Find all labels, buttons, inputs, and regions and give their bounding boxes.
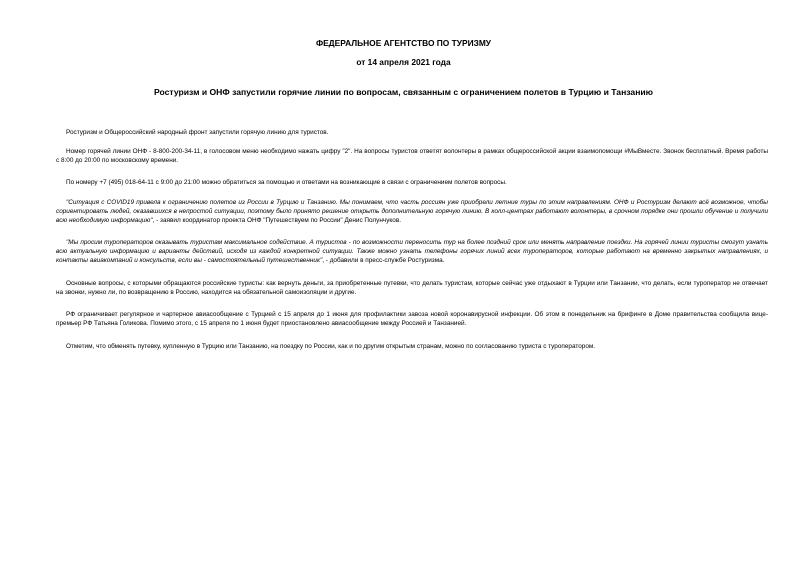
paragraph-flight-restrictions: [56, 311, 768, 329]
paragraph-text: Основные вопросы, с которыми обращаются российские туристы: как вернуть деньги, за приобретенные путевки, что делать туристам, которые сейчас уже отдыхают в Турции или Танзании, что делать, если туроператор не отвечает на звонки, нужно ли, по возвращению в Россию, находится на обязательной самоизоляции и другие.: [56, 280, 768, 296]
paragraph-text: Ростуризм и Общероссийский народный фронт запустили горячую линию для туристов.: [66, 129, 329, 136]
paragraph-text: , - добавили в пресс-службе Ростуризма.: [322, 256, 445, 264]
paragraph-intro: [56, 129, 768, 138]
paragraph-text: Номер горячей линии ОНФ - 8-800-200-34-11, в голосовом меню необходимо нажать цифру "2". На вопросы туристов ответят волонтеры в рамках общероссийской акции взаимопомощи #МыВместе. Звонок бесплатный. Время работы с 8:00 до 20:00 по московскому времени.: [56, 148, 768, 164]
document-date: от 14 апреля 2021 года: [356, 57, 451, 67]
paragraph-text: Отметим, что обменять путевку, купленную в Турцию или Танзанию, на поездку по России, как и по другим открытым странам, можно по согласованию туриста с туроператором.: [66, 343, 596, 350]
paragraph-hotline-onf: [56, 148, 768, 166]
paragraph-quote: "Ситуация с COVID19 привела к ограничению полетов из России в Турцию и Танзанию. Мы понимаем, что часть россиян уже приобрели летние туры по этим направлениям. ОНФ и Ростуризм делают всё возможное, чтобы сориентировать людей, оказавшихся в непростой ситуации, поэтому было принято решение открыть дополнительную горячую линию. В колл-центрах работают волонтеры, в срочном порядке они прошли обучение и получили всю необходимую информацию": [56, 199, 768, 224]
paragraph-hotline-rosturizm: [56, 179, 768, 188]
paragraph-text: РФ ограничивает регулярное и чартерное авиасообщение с Турцией с 15 апреля до 1 июня для профилактики завоза новой коронавирусной инфекции. Об этом в понедельник на брифинге в Доме правительства сообщила вице-премьер РФ Татьяна Голикова. Помимо этого, с 15 апреля по 1 июня будет приостановлено авиасообщение между Россией и Танзанией.: [56, 311, 768, 327]
paragraph-text: , - заявил координатор проекта ОНФ "Путешествуем по России" Денис Полунчуков.: [152, 216, 402, 224]
paragraph-exchange-note: [56, 343, 768, 352]
organization-heading: ФЕДЕРАЛЬНОЕ АГЕНТСТВО ПО ТУРИЗМУ: [315, 38, 492, 48]
paragraph-main-questions: [56, 280, 768, 298]
paragraph-text: По номеру +7 (495) 018-64-11 с 9:00 до 21:00 можно обратиться за помощью и ответами на возникающие в связи с ограничением полетов вопросы.: [66, 179, 507, 186]
document-title: Ростуризм и ОНФ запустили горячие линии по вопросам, связанным с ограничением полетов в Турцию и Танзанию: [153, 87, 654, 97]
paragraph-quote-rosturizm: [56, 239, 768, 265]
paragraph-quote: "Мы просим туроператоров оказывать туристам максимальное содействие. А туристов - по возможности переносить тур на более поздний срок или менять направление поездки. На горячей линии туристы смогут узнать всю актуальную информацию и варианты действий, исходя из каждой конкретной ситуации. Также можно узнать телефоны горячих линий всех туроператоров, которые работают на временно закрытых направлениях, и контакты авиакомпаний и консульств, если вы - самостоятельный путешественник": [56, 239, 768, 264]
paragraph-quote-onf: [56, 199, 768, 225]
